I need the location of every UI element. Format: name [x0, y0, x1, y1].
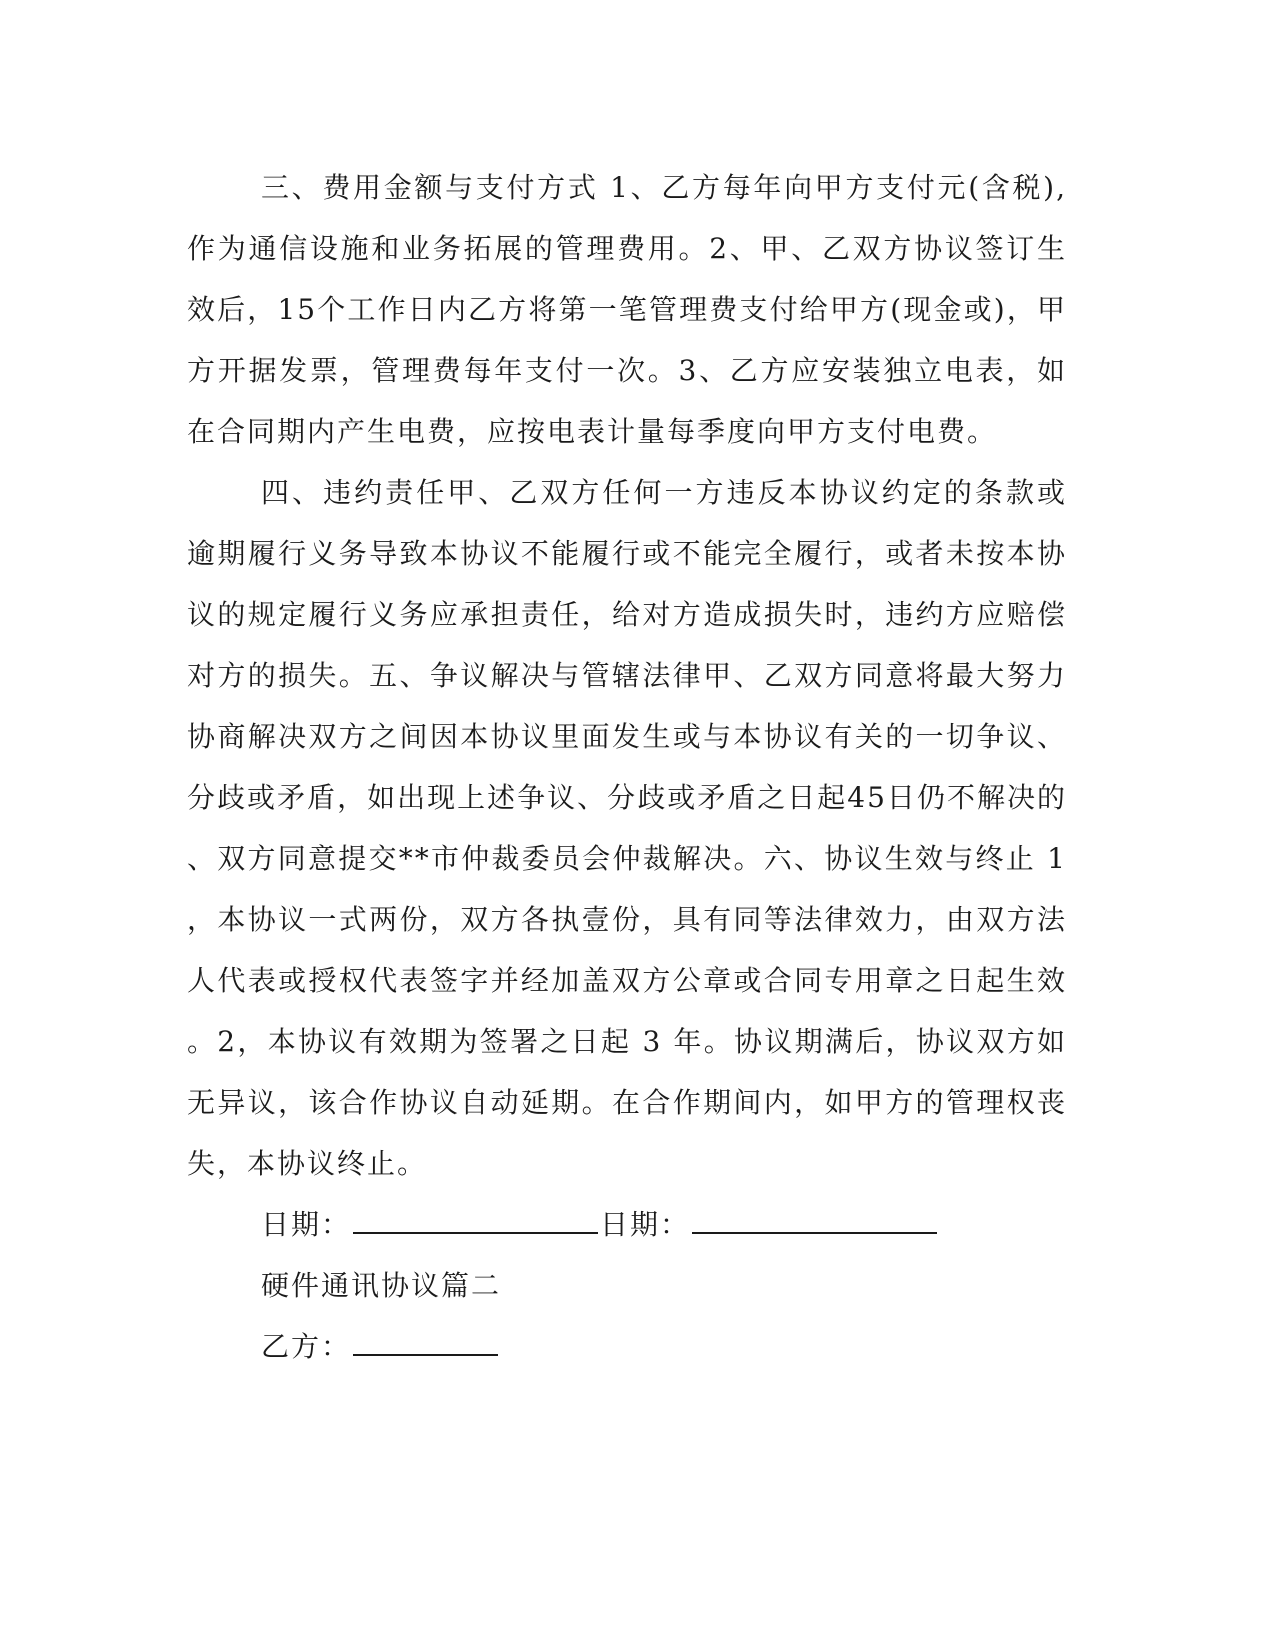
date-blank-1 [353, 1202, 598, 1234]
date-label-2: 日期： [600, 1208, 691, 1241]
date-label-1: 日期： [261, 1208, 352, 1241]
party-b-label: 乙方： [261, 1330, 352, 1363]
party-b-blank [353, 1324, 498, 1356]
date-blank-2 [692, 1202, 937, 1234]
date-signature-line [187, 1194, 1067, 1255]
section-title: 硬件通讯协议篇二 [261, 1269, 502, 1302]
document-body [187, 157, 1067, 1377]
paragraph-fees-payment: 三、费用金额与支付方式 1、乙方每年向甲方支付元(含税),作为通信设施和业务拓展的管理费用。2、甲、乙双方协议签订生效后，15个工作日内乙方将第一笔管理费支付给甲方(现金或)，甲方开据发票，管理费每年支付一次。3、乙方应安装独立电表，如在合同期内产生电费，应按电表计量每季度向甲方支付电费。 [187, 171, 1067, 448]
paragraph-liability-disputes-term: 四、违约责任甲、乙双方任何一方违反本协议约定的条款或逾期履行义务导致本协议不能履行或不能完全履行，或者未按本协议的规定履行义务应承担责任，给对方造成损失时，违约方应赔偿对方的损失。五、争议解决与管辖法律甲、乙双方同意将最大努力协商解决双方之间因本协议里面发生或与本协议有关的一切争议、分歧或矛盾，如出现上述争议、分歧或矛盾之日起45日仍不解决的、双方同意提交**市仲裁委员会仲裁解决。六、协议生效与终止 1，本协议一式两份，双方各执壹份，具有同等法律效力，由双方法人代表或授权代表签字并经加盖双方公章或合同专用章之日起生效。2，本协议有效期为签署之日起 3 年。协议期满后，协议双方如无异议，该合作协议自动延期。在合作期间内，如甲方的管理权丧失，本协议终止。 [187, 476, 1067, 1180]
party-b-line [187, 1316, 1067, 1377]
